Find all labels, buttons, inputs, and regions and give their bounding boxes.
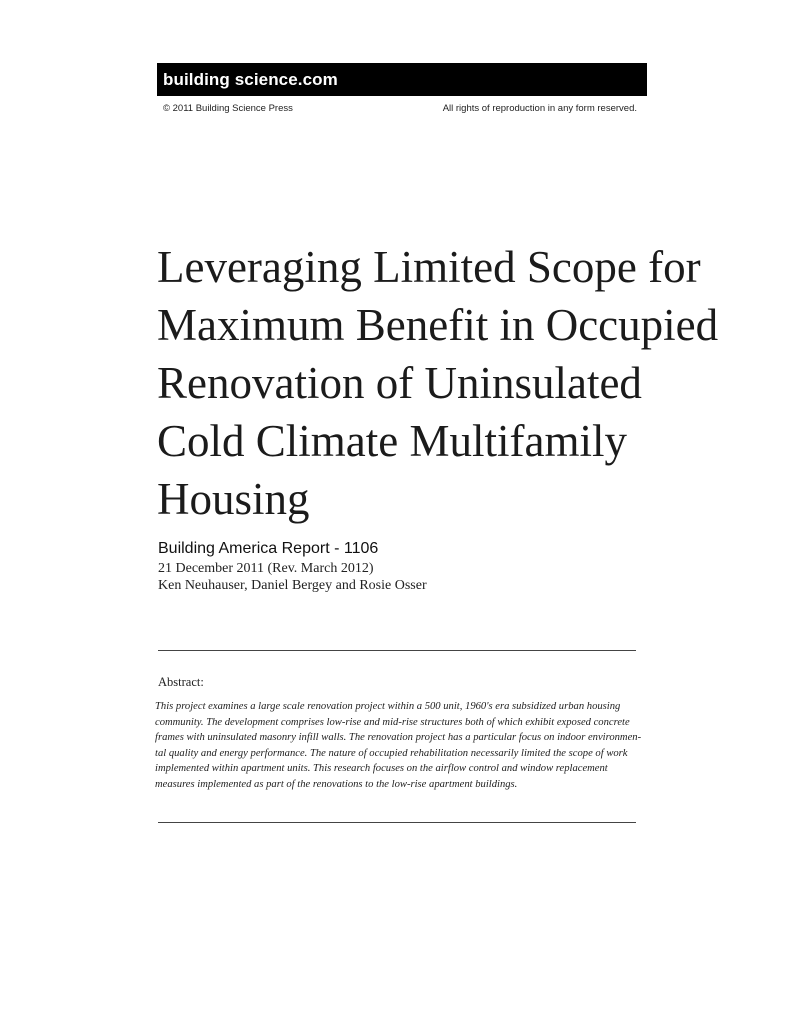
copyright-notice: © 2011 Building Science Press: [163, 103, 293, 114]
title-line: Maximum Benefit in Occupied: [157, 300, 719, 350]
abstract-heading: Abstract:: [158, 675, 204, 689]
brand-name: building science.com: [163, 69, 338, 89]
document-title: [157, 238, 757, 528]
rights-notice: All rights of reproduction in any form reserved.: [442, 103, 637, 114]
title-line: Renovation of Uninsulated: [157, 358, 642, 408]
title-line: Cold Climate Multifamily: [157, 416, 627, 466]
abstract-line: This project examines a large scale renovation project within a 500 unit, 1960's era subsidized urban housing: [155, 701, 621, 712]
abstract-line: tal quality and energy performance. The nature of occupied rehabilitation necessarily limited the scope of work: [155, 747, 628, 759]
header-bar: [157, 63, 647, 96]
copyright-row: [163, 103, 637, 114]
abstract-line: community. The development comprises low-rise and mid-rise structures both of which exhibit exposed concrete: [155, 716, 630, 728]
divider-top: [158, 650, 636, 651]
abstract-body: [155, 699, 642, 793]
title-line: Housing: [157, 474, 310, 524]
report-number: Building America Report - 1106: [158, 540, 379, 557]
abstract-line: implemented within apartment units. This research focuses on the airflow control and window replacement: [155, 763, 608, 775]
title-line: Leveraging Limited Scope for: [157, 242, 701, 292]
divider-bottom: [158, 822, 636, 823]
report-date: 21 December 2011 (Rev. March 2012): [158, 561, 374, 576]
abstract-line: measures implemented as part of the renovations to the low-rise apartment buildings.: [155, 778, 518, 790]
report-authors: Ken Neuhauser, Daniel Bergey and Rosie Osser: [158, 578, 427, 593]
abstract-line: frames with uninsulated masonry infill walls. The renovation project has a particular focus on indoor environmen-: [155, 732, 642, 744]
